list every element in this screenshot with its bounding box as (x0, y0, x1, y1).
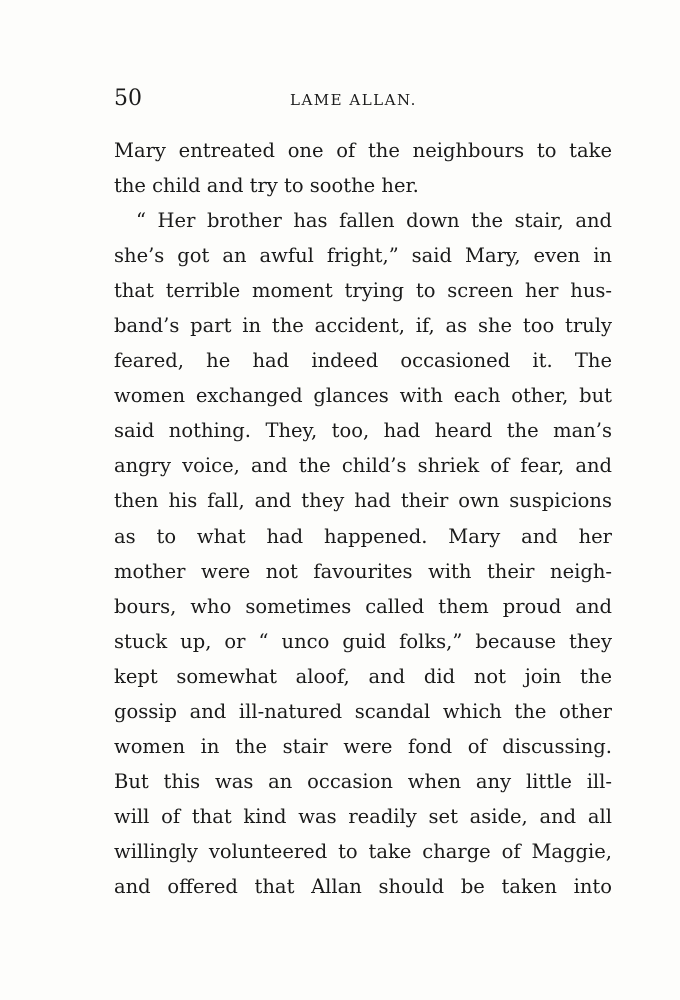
text-line: gossip and ill-natured scandal which the other (114, 699, 612, 723)
text-line: mother were not favourites with their neigh- (114, 559, 612, 583)
body-text (114, 133, 612, 904)
text-line: angry voice, and the child’s shriek of fear, and (114, 454, 612, 478)
running-head (114, 84, 612, 114)
text-line: But this was an occasion when any little ill- (114, 769, 612, 793)
text-line: she’s got an awful fright,” said Mary, even in (114, 244, 612, 268)
text-line: Mary entreated one of the neighbours to take (114, 139, 612, 162)
text-line: as to what had happened. Mary and her (114, 524, 612, 548)
text-line: feared, he had indeed occasioned it. The (114, 349, 612, 373)
text-line: will of that kind was readily set aside, and all (114, 804, 612, 828)
paragraph-2 (114, 203, 612, 904)
text-line: willingly volunteered to take charge of Maggie, (114, 839, 612, 863)
text-line: the child and try to soothe her. (114, 174, 419, 198)
text-line: bours, who sometimes called them proud and (114, 594, 612, 618)
page-number: 50 (114, 86, 142, 111)
paragraph-1 (114, 133, 612, 203)
text-line: women exchanged glances with each other, but (114, 384, 612, 408)
text-line: stuck up, or “ unco guid folks,” because they (114, 629, 612, 653)
text-line: kept somewhat aloof, and did not join the (114, 664, 612, 688)
text-line: then his fall, and they had their own suspicions (114, 489, 612, 513)
text-line: “ Her brother has fallen down the stair, and (136, 209, 612, 233)
text-line: women in the stair were fond of discussing. (114, 734, 612, 758)
running-title: LAME ALLAN. (290, 91, 417, 109)
text-line: that terrible moment trying to screen her hus- (114, 279, 612, 303)
text-line: said nothing. They, too, had heard the man’s (114, 419, 612, 443)
text-line: and offered that Allan should be taken into (114, 874, 612, 898)
text-line: band’s part in the accident, if, as she too truly (114, 314, 612, 338)
